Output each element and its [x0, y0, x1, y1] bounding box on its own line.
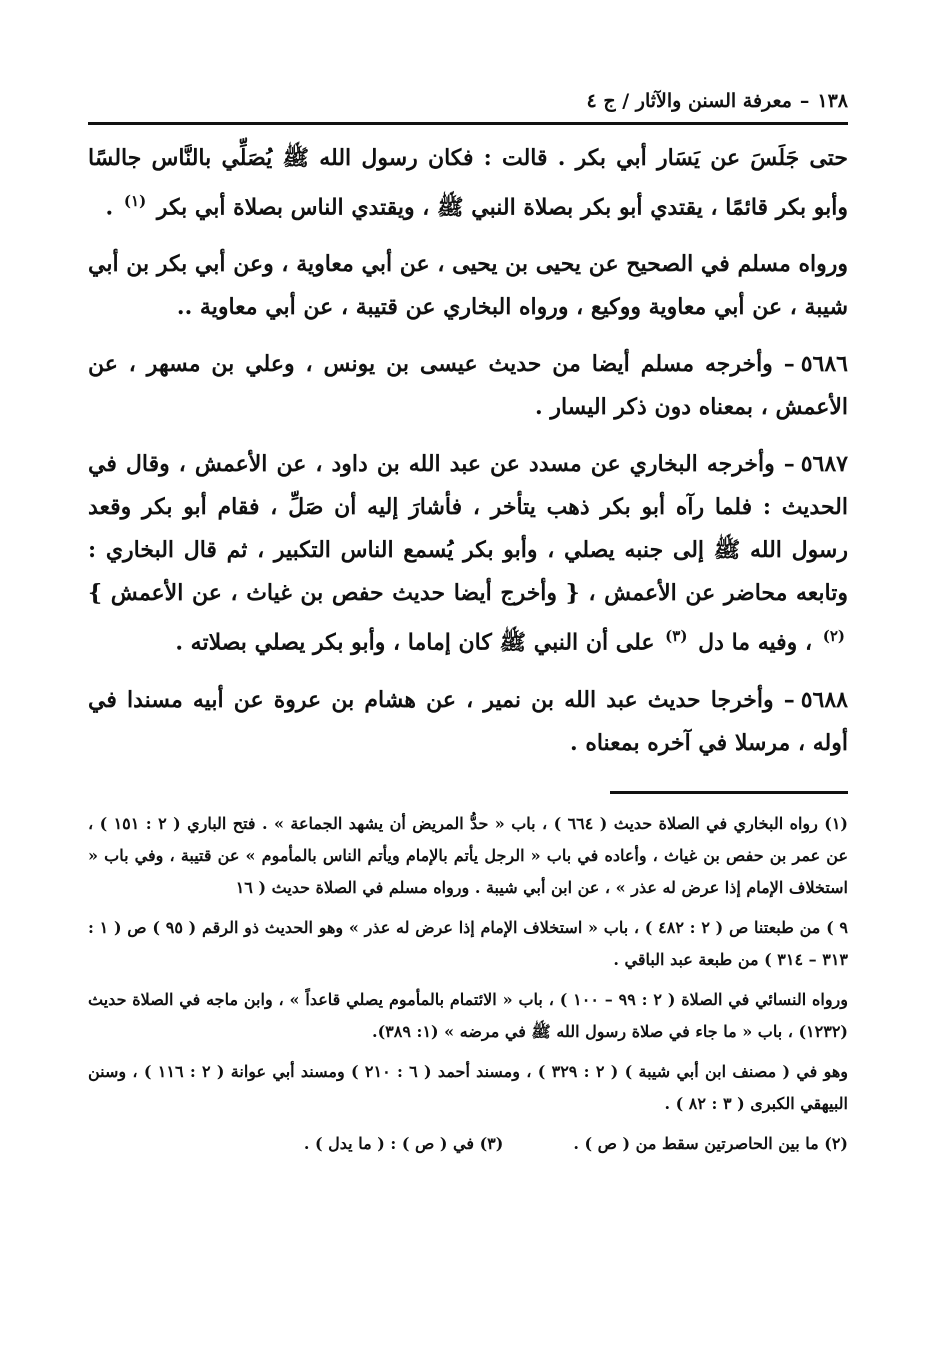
footnote-1-part-c: ورواه النسائي في الصلاة ( ٢ : ٩٩ – ١٠٠ ) ، باب « الائتمام بالمأموم يصلي قاعداً » ، وابن ماجه في الصلاة حديث (١٢٣٢) ، باب « ما جاء في صلاة رسول الله ﷺ في مرضه » (١: ٣٨٩).	[88, 989, 849, 1041]
paragraph-5686	[88, 343, 848, 429]
paragraph-2	[88, 243, 848, 329]
paragraph-5687-text-a: – وأخرجه البخاري عن مسدد عن عبد الله بن داود ، عن الأعمش ، وقال في الحديث : فلما رآه أبو بكر ذهب يتأخر ، فأشارَ إليه أن صَلِّ ، فقام أبو بكر وقعد رسول الله ﷺ إلى جنبه يصلي ، وأبو بكر يُسمع الناس التكبير ، ثم قال البخاري : وتابعه محاضر عن الأعمش ، { وأخرج أيضا حديث حفص بن غياث ، عن الأعمش }	[88, 451, 848, 607]
footnote-2: (٢) ما بين الحاصرتين سقط من ( ص ) .	[573, 1133, 848, 1153]
paragraph-5687-text-b: ، وفيه ما دل	[698, 629, 813, 656]
footnote-1-part-d: وهو في ( مصنف ابن أبي شيبة ) ( ٢ : ٣٢٩ ) ، ومسند أحمد ( ٦ : ٢١٠ ) ومسند أبي عوانة ( ٢ : ١١٦ ) ، وسنن البيهقي الكبرى ( ٣ : ٨٢ ) .	[88, 1061, 849, 1113]
footnote-1-part-b: ٩ ) من طبعتنا ص ( ٢ : ٤٨٢ ) ، باب « استخلاف الإمام إذا عرض له عذر » وهو الحديث ذو الرقم ( ٩٥ ) ص ( ١ : ٣١٣ – ٣١٤ ) من طبعة عبد الباقي .	[88, 917, 849, 969]
hadith-number-5686: ٥٦٨٦	[800, 351, 848, 378]
hadith-number-5687: ٥٦٨٧	[800, 451, 848, 478]
paragraph-5688-text: – وأخرجا حديث عبد الله بن نمير ، عن هشام بن عروة عن أبيه مسندا في أوله ، مرسلا في آخره بمعناه .	[88, 686, 848, 756]
book-title: معرفة السنن والآثار / ج ٤	[586, 90, 792, 112]
footnotes-2-3	[88, 1128, 848, 1160]
paragraph-2-text: ورواه مسلم في الصحيح عن يحيى بن يحيى ، عن أبي معاوية ، وعن أبي بكر بن أبي شيبة ، عن أبي معاوية ووكيع ، ورواه البخاري عن قتيبة ، عن أبي معاوية ..	[88, 251, 848, 321]
footnote-1-part-a: (١) رواه البخاري في الصلاة حديث ( ٦٦٤ ) ، باب « حدُّ المريض أن يشهد الجماعة » . فتح الباري ( ٢ : ١٥١ ) ، عن عمر بن حفص بن غياث ، وأعاده في باب « الرجل يأتم بالإمام ويأتم الناس بالمأموم » عن قتيبة ، وفي باب « استخلاف الإمام إذا عرض له عذر » ، عن ابن أبي شيبة . ورواه مسلم في الصلاة حديث ( ١٦	[88, 813, 849, 897]
paragraph-5687	[88, 443, 848, 664]
footnote-ref-2: (٢)	[822, 627, 845, 646]
hadith-number-5688: ٥٦٨٨	[800, 686, 848, 713]
paragraph-5687-text-c: على أن النبي ﷺ كان إماما ، وأبو بكر يصلي بصلاته .	[175, 629, 655, 656]
footnotes	[88, 808, 848, 1160]
paragraph-1-text: حتى جَلَسَ عن يَسَار أبي بكر . قالت : فكان رسول الله ﷺ يُصَلِّي بالنَّاس جالسًا وأبو بكر قائمًا ، يقتدي أبو بكر بصلاة النبي ﷺ ، ويقتدي الناس بصلاة أبي بكر	[88, 145, 848, 221]
footnote-divider	[610, 791, 848, 794]
paragraph-1-end: .	[105, 194, 114, 221]
paragraph-5686-text: – وأخرجه مسلم أيضا من حديث عيسى بن يونس ، وعلي بن مسهر ، عن الأعمش ، بمعناه دون ذكر اليسار .	[88, 351, 848, 421]
footnote-ref-3: (٣)	[665, 627, 688, 646]
footnote-3: (٣) في ( ص ) : ( ما يدل ) .	[303, 1133, 504, 1153]
paragraph-1	[88, 137, 848, 229]
header-separator: –	[799, 90, 810, 112]
paragraph-5688	[88, 679, 848, 765]
main-text	[88, 137, 848, 765]
footnote-ref-1: (١)	[123, 192, 147, 210]
page-number: ١٣٨	[817, 90, 848, 112]
running-header	[88, 84, 848, 125]
